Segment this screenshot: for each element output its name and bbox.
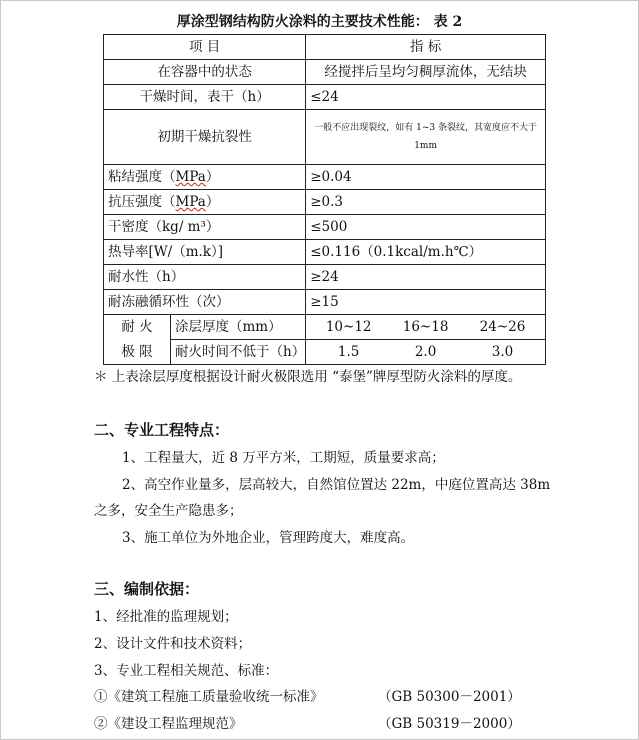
section2-item-continuation: 之多，安全生产隐患多； bbox=[94, 503, 243, 519]
spec-table bbox=[103, 34, 546, 365]
time-label: 耐火时间不低于（h） bbox=[175, 344, 306, 360]
row-spec: ≥0.04 bbox=[306, 165, 546, 190]
time-value: 3.0 bbox=[491, 344, 514, 360]
row-item bbox=[104, 190, 306, 215]
thickness-value: 16~18 bbox=[402, 319, 449, 335]
row-item: 干燥时间，表干（h） bbox=[104, 85, 306, 110]
fire-limit-label-bottom: 极 限 bbox=[121, 343, 153, 360]
table-row bbox=[104, 215, 546, 240]
header-item: 项 目 bbox=[104, 35, 306, 60]
row-spec: ≥15 bbox=[306, 290, 546, 315]
section2-item: 1、工程量大，近 8 万平方米，工期短，质量要求高； bbox=[122, 450, 445, 466]
row-spec: 经搅拌后呈均匀稠厚流体，无结块 bbox=[306, 60, 546, 85]
table-row bbox=[104, 265, 546, 290]
thickness-value: 10~12 bbox=[325, 319, 372, 335]
fire-limit-row-thickness bbox=[104, 315, 546, 340]
row-item-unit: MPa bbox=[175, 169, 206, 185]
row-spec: ≤24 bbox=[306, 85, 546, 110]
section2-heading: 二、专业工程特点： bbox=[94, 421, 230, 439]
row-item-unit: MPa bbox=[175, 194, 206, 210]
time-value: 1.5 bbox=[337, 344, 360, 360]
row-item: 干密度（kg/ m³） bbox=[104, 215, 306, 240]
table-row bbox=[104, 110, 546, 165]
row-spec: ≥0.3 bbox=[306, 190, 546, 215]
section3-item: 3、专业工程相关规范、标准： bbox=[94, 663, 279, 679]
table-row bbox=[104, 240, 546, 265]
section3-item: 1、经批准的监理规划； bbox=[94, 609, 238, 625]
row-item: 耐冻融循环性（次） bbox=[104, 290, 306, 315]
row-item-pre: 粘结强度（ bbox=[108, 169, 176, 185]
row-spec: ≤0.116（0.1kcal/m.h℃） bbox=[306, 240, 546, 265]
section2-item: 3、施工单位为外地企业，管理跨度大，难度高。 bbox=[122, 530, 415, 546]
section2-item: 2、高空作业量多，层高较大，自然馆位置达 22m，中庭位置高达 38m bbox=[122, 477, 551, 493]
thickness-label: 涂层厚度（mm） bbox=[171, 315, 305, 340]
row-item: 初期干燥抗裂性 bbox=[104, 110, 306, 165]
table-row bbox=[104, 190, 546, 215]
row-item: 在容器中的状态 bbox=[104, 60, 306, 85]
standard-name: ②《建设工程监理规范》 bbox=[94, 716, 243, 732]
table-row bbox=[104, 60, 546, 85]
time-value: 2.0 bbox=[414, 344, 437, 360]
table-footnote: ＊ 上表涂层厚度根据设计耐火极限选用 “泰堡”牌厚型防火涂料的厚度。 bbox=[94, 369, 522, 385]
time-values bbox=[306, 340, 546, 365]
fire-limit-sub-labels bbox=[171, 315, 305, 364]
table-header-row bbox=[104, 35, 546, 60]
row-spec: ≥24 bbox=[306, 265, 546, 290]
standard-code: （GB 50319－2000） bbox=[378, 716, 521, 732]
fire-limit-label bbox=[104, 315, 171, 364]
thickness-values bbox=[306, 315, 546, 340]
fire-limit-label-top: 耐 火 bbox=[121, 319, 153, 336]
header-spec: 指 标 bbox=[306, 35, 546, 60]
row-item-post: ） bbox=[205, 169, 220, 185]
fire-limit-cell bbox=[104, 315, 306, 365]
row-item bbox=[104, 165, 306, 190]
row-item-pre: 抗压强度（ bbox=[108, 194, 176, 210]
row-item: 耐水性（h） bbox=[104, 265, 306, 290]
thickness-value: 24~26 bbox=[479, 319, 526, 335]
row-item: 热导率[W/（m.k）] bbox=[104, 240, 306, 265]
table-row bbox=[104, 165, 546, 190]
table-row bbox=[104, 85, 546, 110]
row-spec: 一般不应出现裂纹，如有 1~3 条裂纹，其宽度应不大于 1mm bbox=[306, 110, 546, 165]
section3-item: 2、设计文件和技术资料； bbox=[94, 636, 252, 652]
section3-heading: 三、编制依据： bbox=[94, 580, 200, 598]
row-spec: ≤500 bbox=[306, 215, 546, 240]
standard-name: ①《建筑工程施工质量验收统一标准》 bbox=[94, 689, 324, 705]
standard-code: （GB 50300－2001） bbox=[378, 689, 521, 705]
table-row bbox=[104, 290, 546, 315]
table-title: 厚涂型钢结构防火涂料的主要技术性能： 表 2 bbox=[176, 14, 463, 30]
row-item-post: ） bbox=[205, 194, 220, 210]
